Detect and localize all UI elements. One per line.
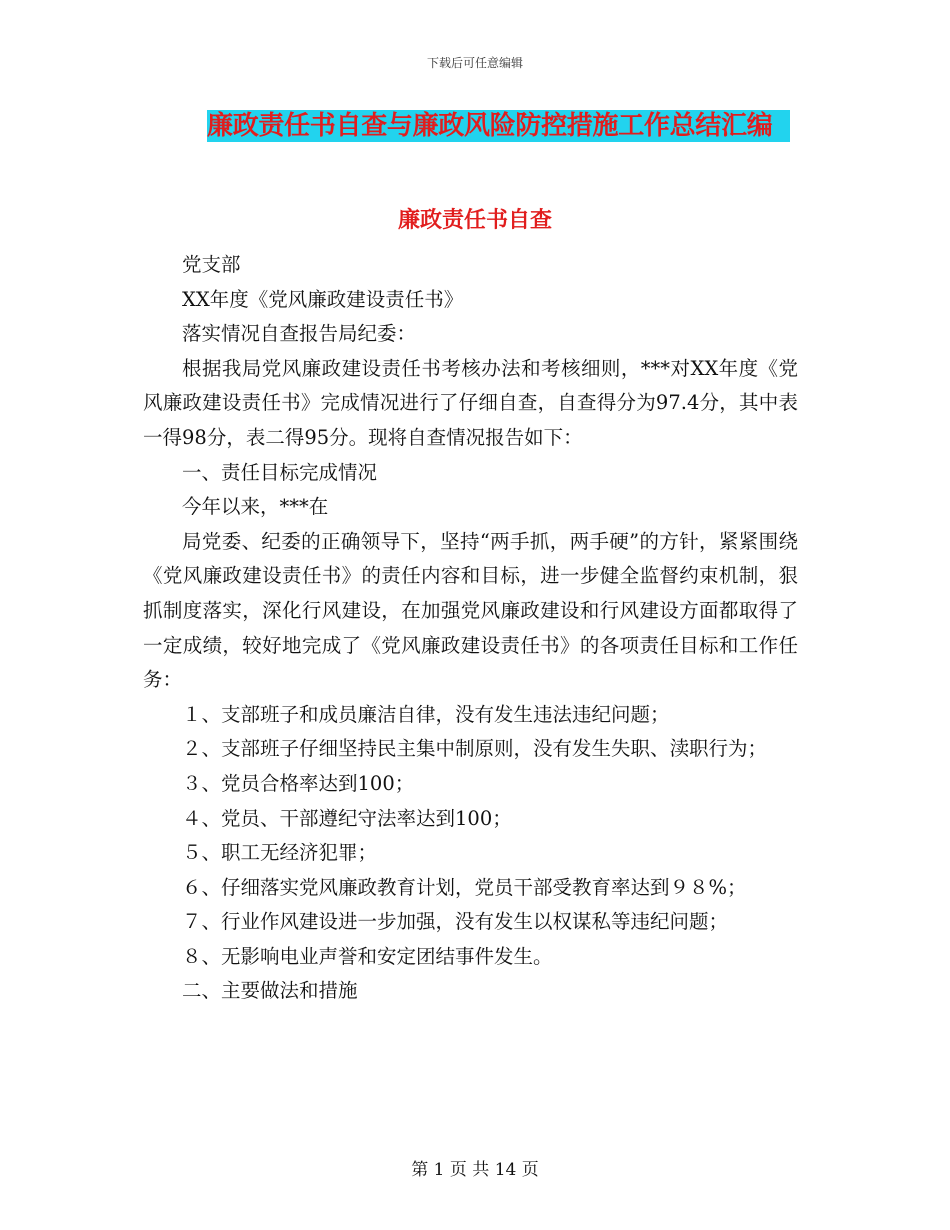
list-item: ４、党员、干部遵纪守法率达到100； [182, 806, 512, 830]
list-item: ５、职工无经济犯罪； [182, 841, 378, 865]
list-item: ６、仔细落实党风廉政教育计划，党员干部受教育率达到９８%； [182, 875, 747, 899]
paragraph: 今年以来，***在 [182, 495, 329, 519]
paragraph: 局党委、纪委的正确领导下，坚持“两手抓，两手硬”的方针，紧紧围绕《党风廉政建设责任书》的责任内容和目标，进一步健全监督约束机制，狠抓制度落实，深化行风建设，在加强党风廉政建设和行风建设方面都取得了一定成绩，较好地完成了《党风廉政建设责任书》的各项责任目标和工作任务： [143, 529, 798, 692]
list-item: １、支部班子和成员廉洁自律，没有发生违法违纪问题； [182, 702, 670, 726]
paragraph: 党支部 [182, 253, 241, 276]
section-title: 廉政责任书自查 [397, 208, 552, 233]
paragraph: 一、责任目标完成情况 [182, 460, 378, 484]
paragraph: 落实情况自查报告局纪委： [182, 322, 417, 346]
list-item: ８、无影响电业声誉和安定团结事件发生。 [182, 944, 553, 968]
list-item: ３、党员合格率达到100； [182, 771, 415, 795]
paragraph: 根据我局党风廉政建设责任书考核办法和考核细则，***对XX年度《党风廉政建设责任书》完成情况进行了仔细自查，自查得分为97.4分，其中表一得98分，表二得95分。现将自查情况报告如下： [143, 356, 798, 449]
header-note: 下载后可任意编辑 [426, 56, 523, 70]
page-number: 第 1 页 共 14 页 [411, 1160, 539, 1180]
document-title: 廉政责任书自查与廉政风险防控措施工作总结汇编 [207, 110, 790, 142]
paragraph: 二、主要做法和措施 [182, 979, 358, 1003]
paragraph: XX年度《党风廉政建设责任书》 [182, 287, 464, 311]
body-text [143, 248, 798, 1009]
list-item: ７、行业作风建设进一步加强，没有发生以权谋私等违纪问题； [182, 910, 729, 934]
list-item: ２、支部班子仔细坚持民主集中制原则，没有发生失职、渎职行为； [182, 737, 768, 761]
